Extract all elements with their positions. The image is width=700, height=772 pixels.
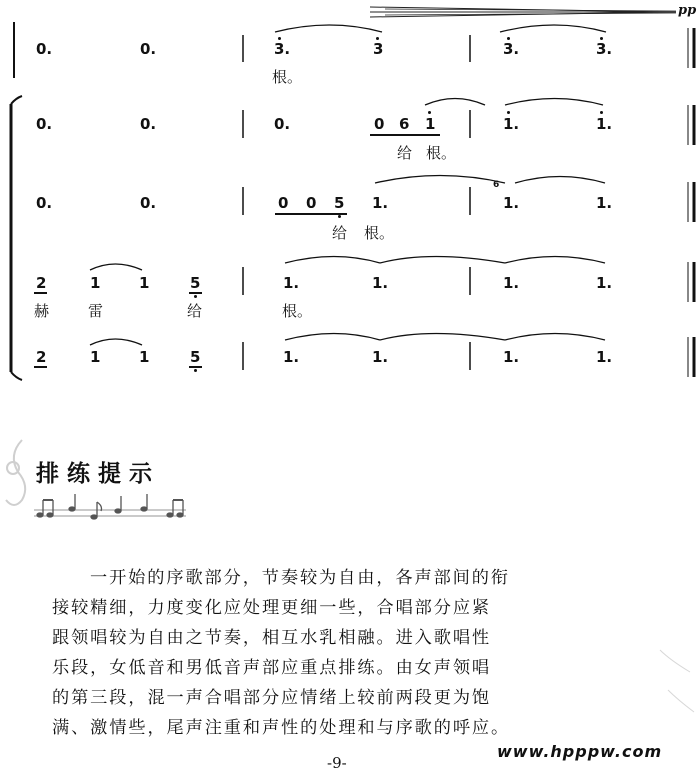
- high-octave-dot: [278, 37, 281, 40]
- note: 0.: [140, 40, 157, 58]
- high-octave-dot: [600, 37, 603, 40]
- lyric: 赫: [34, 302, 50, 320]
- note: 1.: [372, 348, 389, 366]
- note: 1.: [503, 194, 520, 212]
- note: 5: [190, 348, 201, 366]
- note: 1.: [503, 348, 520, 366]
- note: 0.: [140, 194, 157, 212]
- note: 2: [36, 348, 47, 366]
- note: 1.: [596, 115, 613, 133]
- note: 3.: [503, 40, 520, 58]
- music-notes-decoration-icon: [34, 494, 186, 519]
- note: 1.: [596, 194, 613, 212]
- rehearsal-tips-title: 排练提示: [36, 461, 160, 487]
- eighth-underline: [189, 292, 202, 294]
- note: 0.: [36, 40, 53, 58]
- note: 0.: [274, 115, 291, 133]
- note: 1: [425, 115, 436, 133]
- eighth-underline: [34, 292, 47, 294]
- paragraph-line: 乐段，女低音和男低音声部应重点排练。由女声领唱: [52, 658, 492, 678]
- lyric: 雷: [88, 302, 104, 320]
- lyric: 根。: [426, 144, 457, 162]
- grace-note-mark: 6: [493, 180, 500, 190]
- low-octave-dot: [194, 295, 197, 298]
- lyric: 给: [332, 224, 348, 242]
- note: 6: [399, 115, 410, 133]
- note: 1.: [372, 274, 389, 292]
- note: 1.: [596, 348, 613, 366]
- system-bracket: [11, 22, 22, 380]
- paragraph-line: 满、激情些，尾声注重和声性的处理和与序歌的呼应。: [52, 718, 511, 738]
- note: 1.: [596, 274, 613, 292]
- note: 1.: [283, 274, 300, 292]
- note: 0: [278, 194, 289, 212]
- note: 1.: [503, 115, 520, 133]
- low-octave-dot: [194, 369, 197, 372]
- note: 1: [139, 274, 150, 292]
- high-octave-dot: [600, 111, 603, 114]
- rehearsal-tips-paragraph: [52, 563, 672, 743]
- paragraph-line: 接较精细，力度变化应处理更细一些，合唱部分应紧: [52, 598, 492, 618]
- lyric: 根。: [272, 68, 303, 86]
- eighth-underline: [34, 366, 47, 368]
- note: 1.: [372, 194, 389, 212]
- lyric: 给: [397, 144, 413, 162]
- note: 1.: [503, 274, 520, 292]
- note: 5: [334, 194, 345, 212]
- note: 1: [90, 274, 101, 292]
- note: 3.: [274, 40, 291, 58]
- lyric: 给: [187, 302, 203, 320]
- note: 3: [373, 40, 384, 58]
- eighth-underline: [370, 134, 440, 136]
- decrescendo-hairpin: [370, 7, 676, 17]
- high-octave-dot: [507, 37, 510, 40]
- website-watermark: www.hpppw.com: [497, 742, 663, 761]
- eighth-underline: [275, 213, 347, 215]
- lyric: 根。: [282, 302, 313, 320]
- slurs: [90, 25, 606, 345]
- paragraph-line: 一开始的序歌部分，节奏较为自由，各声部间的衔: [90, 568, 510, 588]
- treble-clef-watermark-icon: [6, 440, 25, 505]
- high-octave-dot: [507, 111, 510, 114]
- note: 3.: [596, 40, 613, 58]
- note: 1.: [283, 348, 300, 366]
- pianissimo-mark: pp: [678, 3, 697, 18]
- paragraph-line: 跟领唱较为自由之节奏，相互水乳相融。进入歌唱性: [52, 628, 492, 648]
- lyric: 根。: [364, 224, 395, 242]
- note: 1: [90, 348, 101, 366]
- high-octave-dot: [376, 37, 379, 40]
- note: 0.: [140, 115, 157, 133]
- page-number: -9-: [327, 754, 347, 772]
- note: 0.: [36, 115, 53, 133]
- eighth-underline: [189, 366, 202, 368]
- note: 1: [139, 348, 150, 366]
- note: 0: [306, 194, 317, 212]
- note: 0: [374, 115, 385, 133]
- high-octave-dot: [428, 111, 431, 114]
- low-octave-dot: [338, 215, 341, 218]
- paragraph-line: 的第三段，混一声合唱部分应情绪上较前两段更为饱: [52, 688, 492, 708]
- note: 0.: [36, 194, 53, 212]
- note: 5: [190, 274, 201, 292]
- note: 2: [36, 274, 47, 292]
